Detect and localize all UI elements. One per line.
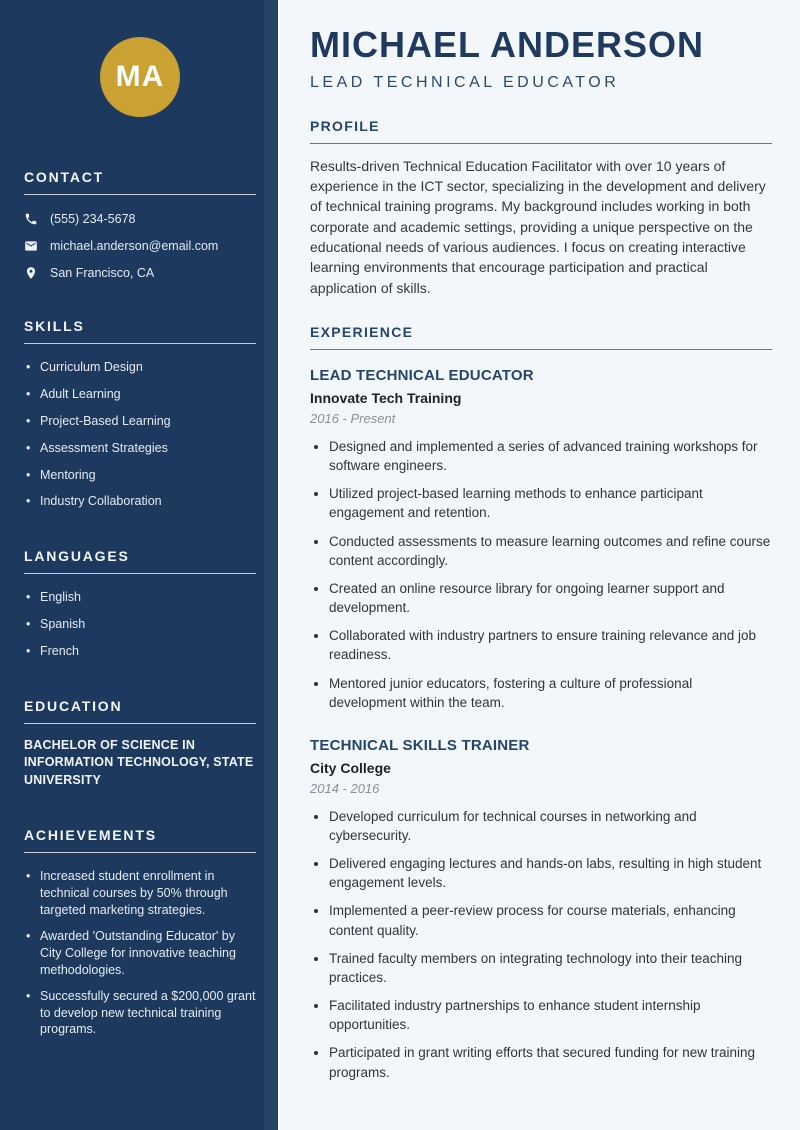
language-item: • English bbox=[24, 589, 256, 606]
person-name: MICHAEL ANDERSON bbox=[310, 24, 705, 65]
phone-icon bbox=[24, 212, 38, 226]
email-value: michael.anderson@email.com bbox=[50, 239, 219, 253]
job-title: TECHNICAL SKILLS TRAINER bbox=[310, 736, 530, 754]
achievement-item: • Successfully secured a $200,000 grant to develop new technical training programs. bbox=[24, 988, 256, 1039]
skill-item: • Assessment Strategies bbox=[24, 440, 256, 457]
job-dates: 2014 - 2016 bbox=[310, 780, 380, 796]
skill-item: • Project-Based Learning bbox=[24, 413, 256, 430]
experience-divider bbox=[310, 349, 772, 350]
language-item: • Spanish bbox=[24, 616, 256, 633]
profile-section bbox=[310, 118, 772, 298]
languages-list bbox=[24, 589, 256, 660]
language-item: • French bbox=[24, 643, 256, 660]
skill-item: • Industry Collaboration bbox=[24, 493, 256, 510]
experience-section bbox=[310, 324, 772, 1082]
skills-list bbox=[24, 359, 256, 510]
profile-divider bbox=[310, 143, 772, 144]
degree-text: BACHELOR OF SCIENCE IN INFORMATION TECHNOLOGY, STATE UNIVERSITY bbox=[24, 737, 254, 787]
job-bullet: • Facilitated industry partnerships to enhance student internship opportunities. bbox=[329, 996, 772, 1034]
job-bullets bbox=[310, 807, 772, 1082]
job-entry-1 bbox=[310, 367, 772, 712]
contact-row-phone bbox=[24, 212, 256, 226]
profile-text: Results-driven Technical Education Facilitator with over 10 years of experience in the ICT sector, specializing in the development and delivery of technical training programs. My background includes working in both corporate and academic settings, providing a unique perspective on the educational needs of various audiences. I focus on creating interactive learning environments that encourage participation and practical application of skills. bbox=[310, 157, 766, 296]
job-bullet: • Conducted assessments to measure learning outcomes and refine course content accordingly. bbox=[329, 532, 772, 570]
location-icon bbox=[24, 266, 38, 280]
profile-heading: PROFILE bbox=[310, 117, 380, 134]
job-bullet: • Mentored junior educators, fostering a culture of professional development within the team. bbox=[329, 674, 772, 712]
job-bullet: • Delivered engaging lectures and hands-on labs, resulting in high student engagement levels. bbox=[329, 854, 772, 892]
job-bullet: • Trained faculty members on integrating technology into their teaching practices. bbox=[329, 949, 772, 987]
job-bullet: • Designed and implemented a series of advanced training workshops for software engineers. bbox=[329, 437, 772, 475]
skill-item: • Adult Learning bbox=[24, 386, 256, 403]
job-bullet: • Created an online resource library for ongoing learner support and development. bbox=[329, 579, 772, 617]
job-bullet: • Participated in grant writing efforts that secured funding for new training programs. bbox=[329, 1043, 772, 1081]
contact-heading: CONTACT bbox=[24, 169, 256, 195]
education-section bbox=[24, 698, 256, 790]
job-dates: 2016 - Present bbox=[310, 410, 396, 426]
achievement-item: • Awarded 'Outstanding Educator' by City College for innovative teaching methodologies. bbox=[24, 928, 256, 979]
job-title: LEAD TECHNICAL EDUCATOR bbox=[310, 366, 534, 384]
job-bullet: • Implemented a peer-review process for course materials, enhancing content quality. bbox=[329, 901, 772, 939]
avatar: MA bbox=[100, 37, 180, 117]
sidebar bbox=[0, 0, 280, 1130]
contact-row-location bbox=[24, 266, 256, 280]
contact-section bbox=[24, 169, 256, 280]
skill-item: • Mentoring bbox=[24, 467, 256, 484]
achievements-list bbox=[24, 868, 256, 1038]
achievements-section bbox=[24, 827, 256, 1038]
job-company: Innovate Tech Training bbox=[310, 389, 462, 406]
main-content bbox=[280, 0, 800, 1130]
job-bullet: • Collaborated with industry partners to ensure training relevance and job readiness. bbox=[329, 626, 772, 664]
languages-section bbox=[24, 548, 256, 660]
job-bullet: • Developed curriculum for technical courses in networking and cybersecurity. bbox=[329, 807, 772, 845]
contact-row-email bbox=[24, 239, 256, 253]
job-company: City College bbox=[310, 759, 391, 776]
email-icon bbox=[24, 239, 38, 253]
education-heading: EDUCATION bbox=[24, 698, 256, 724]
location-value: San Francisco, CA bbox=[50, 266, 155, 280]
achievement-item: • Increased student enrollment in technical courses by 50% through targeted marketing strategies. bbox=[24, 868, 256, 919]
job-bullets bbox=[310, 437, 772, 712]
phone-value: (555) 234-5678 bbox=[50, 212, 136, 226]
achievements-heading: ACHIEVEMENTS bbox=[24, 827, 256, 853]
languages-heading: LANGUAGES bbox=[24, 548, 256, 574]
experience-heading: EXPERIENCE bbox=[310, 323, 414, 340]
job-entry-2 bbox=[310, 737, 772, 1082]
skill-item: • Curriculum Design bbox=[24, 359, 256, 376]
skills-heading: SKILLS bbox=[24, 318, 256, 344]
contact-list bbox=[24, 212, 256, 280]
job-bullet: • Utilized project-based learning methods to enhance participant engagement and retention. bbox=[329, 484, 772, 522]
person-title: LEAD TECHNICAL EDUCATOR bbox=[310, 73, 620, 91]
skills-section bbox=[24, 318, 256, 510]
